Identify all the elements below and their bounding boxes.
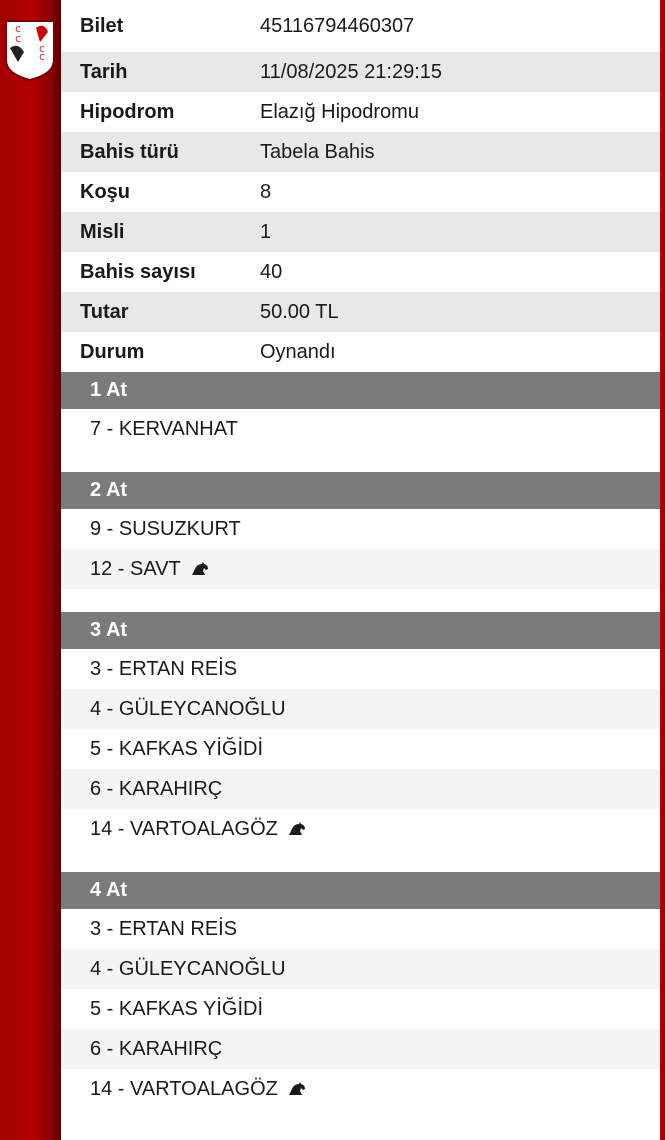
group-header: 4 At: [61, 872, 660, 909]
horse-name: 4 - GÜLEYCANOĞLU: [90, 697, 286, 720]
horse-group: [61, 372, 660, 449]
horse-row: [61, 1029, 660, 1069]
ticket-info-table: [61, 0, 660, 372]
group-header: 1 At: [61, 372, 660, 409]
info-value: 11/08/2025 21:29:15: [260, 60, 443, 83]
horse-group: [61, 612, 660, 849]
svg-text:C: C: [15, 25, 21, 34]
horse-row: [61, 989, 660, 1029]
horse-name: 4 - GÜLEYCANOĞLU: [90, 957, 286, 980]
info-row-bahis-sayisi: [61, 252, 660, 292]
horse-row: [61, 909, 660, 949]
info-value: 40: [260, 260, 283, 283]
horse-group: [61, 472, 660, 589]
horse-name: 6 - KARAHIRÇ: [90, 1037, 223, 1060]
horse-row: [61, 409, 660, 449]
info-row-tarih: [61, 52, 660, 92]
info-value: 50.00 TL: [260, 300, 339, 323]
info-row-kosu: [61, 172, 660, 212]
info-label: Tutar: [80, 300, 129, 323]
svg-text:C: C: [15, 35, 21, 44]
horse-head-icon: [288, 1082, 306, 1096]
info-label: Durum: [80, 340, 145, 363]
info-label: Hipodrom: [80, 100, 175, 123]
info-row-durum: [61, 332, 660, 372]
club-logo: [4, 18, 56, 82]
horse-head-icon: [191, 562, 209, 576]
horse-row: [61, 949, 660, 989]
info-row-misli: [61, 212, 660, 252]
svg-text:C: C: [39, 53, 45, 62]
horse-name: 9 - SUSUZKURT: [90, 517, 241, 540]
group-header: 2 At: [61, 472, 660, 509]
horse-name: 14 - VARTOALAGÖZ: [90, 817, 278, 840]
info-row-hipodrom: [61, 92, 660, 132]
horse-row: [61, 729, 660, 769]
ticket-detail-panel: [61, 0, 660, 1109]
info-value: 8: [260, 180, 272, 203]
info-label: Misli: [80, 220, 125, 243]
horse-row: [61, 1069, 660, 1109]
info-row-bahis-turu: [61, 132, 660, 172]
horse-name: 6 - KARAHIRÇ: [90, 777, 223, 800]
horse-row: [61, 689, 660, 729]
right-edge-bar: [660, 0, 665, 1140]
info-label: Bahis türü: [80, 140, 179, 163]
horse-row: [61, 509, 660, 549]
horse-row: [61, 769, 660, 809]
group-spacer: [61, 449, 660, 472]
horse-group: [61, 872, 660, 1109]
horse-name: 3 - ERTAN REİS: [90, 657, 238, 680]
horse-head-icon: [288, 822, 306, 836]
info-label: Tarih: [80, 60, 128, 83]
horse-row: [61, 809, 660, 849]
info-value: 1: [260, 220, 272, 243]
horse-name: 14 - VARTOALAGÖZ: [90, 1077, 278, 1100]
info-value: Tabela Bahis: [260, 140, 375, 163]
horse-name: 3 - ERTAN REİS: [90, 917, 238, 940]
horse-name: 5 - KAFKAS YİĞİDİ: [90, 997, 264, 1020]
horse-row: [61, 549, 660, 589]
group-spacer: [61, 589, 660, 612]
horse-row: [61, 649, 660, 689]
group-header: 3 At: [61, 612, 660, 649]
info-value: 45116794460307: [260, 14, 415, 37]
sidebar-brand-bar: [0, 0, 61, 1140]
info-label: Koşu: [80, 180, 130, 203]
svg-text:C: C: [39, 45, 45, 54]
info-label: Bilet: [80, 14, 124, 37]
info-value: Elazığ Hipodromu: [260, 100, 419, 123]
info-value: Oynandı: [260, 340, 336, 363]
info-row-tutar: [61, 292, 660, 332]
horse-name: 12 - SAVT: [90, 557, 181, 580]
horse-name: 7 - KERVANHAT: [90, 417, 238, 440]
group-spacer: [61, 849, 660, 872]
info-row-bilet: [61, 0, 660, 52]
horse-name: 5 - KAFKAS YİĞİDİ: [90, 737, 264, 760]
info-label: Bahis sayısı: [80, 260, 196, 283]
horse-selection-groups: [61, 372, 660, 1109]
